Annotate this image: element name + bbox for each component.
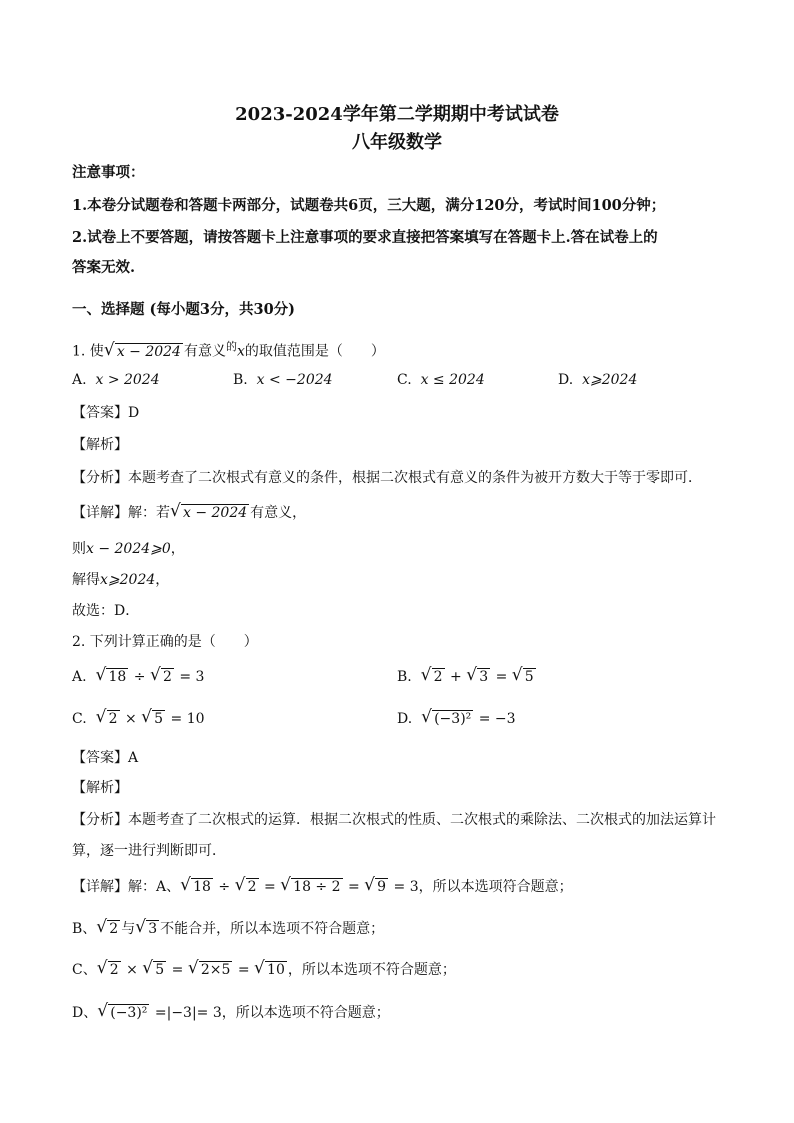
q1-answer-tag: 【答案】: [72, 405, 128, 421]
q2-detail-c-sqrt-1: √ 2: [99, 961, 121, 979]
q2-option-a-label: A.: [72, 669, 87, 685]
q2-detail-b-pre: B、: [72, 921, 97, 937]
q2-option-a-sqrt-2: √ 2: [152, 668, 174, 686]
q1-fenxi-text: 本题考查了二次根式有意义的条件，根据二次根式有意义的条件为被开方数大于等于零即可．: [128, 470, 702, 486]
q2-detail-b-sqrt-2: √ 3: [137, 920, 159, 938]
q2-fenxi-line-2: 算，逐一进行判断即可．: [72, 843, 226, 859]
q1-detail-line-1: [72, 502, 306, 522]
q2-option-c-sqrt-2: √ 5: [143, 710, 165, 728]
q1-sqrt: [106, 343, 183, 361]
q1-radicand: x − 2024: [116, 343, 181, 360]
q1-option-c: [397, 372, 485, 388]
q2-detail-c-sqrt-3: √ 2×5: [190, 961, 233, 979]
q2-detail-d-post: ，所以本选项不符合题意；: [221, 1005, 390, 1021]
q1-answer-value: D: [128, 405, 140, 421]
q1-option-c-expr: x ≤ 2024: [420, 372, 485, 388]
q2-option-c-op: ×: [124, 711, 137, 727]
section-heading: 一、选择题 (每小题3分，共30分): [72, 301, 296, 318]
q1-detail-post: 有意义，: [250, 505, 307, 521]
q2-option-a-sqrt-1: √ 18: [97, 668, 128, 686]
q1-analysis-tag: 【解析】: [72, 437, 128, 453]
q1-detail-line2-pre: 则: [72, 541, 86, 557]
q2-detail-a-sqrt-2: √ 2: [237, 878, 259, 896]
q1-detail-line3-expr: x⩾2024: [100, 572, 156, 588]
q1-detail-line3-post: ，: [155, 572, 170, 588]
q1-prefix: 1. 使: [72, 343, 104, 360]
q2-detail-a-sqrt-3: √ 18 ÷ 2: [282, 878, 342, 896]
q1-option-a-expr: x > 2024: [95, 372, 160, 388]
q1-detail-line3-pre: 解得: [72, 572, 100, 588]
q1-option-d-label: D.: [558, 372, 574, 388]
q2-option-a-result: = 3: [179, 669, 205, 685]
q2-detail-a: [72, 876, 573, 896]
q1-detail-line2-expr: x − 2024⩾0: [86, 541, 171, 557]
q1-fenxi: [72, 467, 702, 487]
q2-detail-a-post: ，所以本选项符合题意；: [418, 879, 573, 895]
q1-detail-tag: 【详解】: [72, 505, 128, 521]
q2-detail-d-sqrt-1: √ (−3)²: [99, 1004, 149, 1022]
q1-middle: 有意义: [183, 343, 226, 360]
notes-heading: 注意事项：: [72, 164, 145, 181]
q2-detail-b-mid: 与: [121, 921, 136, 937]
q2-detail-d-eq: =|−3|= 3: [154, 1005, 222, 1021]
q2-option-b-eq: =: [495, 669, 508, 685]
q2-detail-a-pre: 解：A、: [128, 879, 181, 895]
q2-option-a-op: ÷: [133, 669, 146, 685]
q1-detail-line-2: [72, 538, 185, 558]
q2-option-b-op: +: [450, 669, 462, 685]
q1-answer: [72, 402, 139, 422]
q2-option-b-sqrt-1: √ 2: [423, 668, 445, 686]
q1-option-b-label: B.: [233, 372, 248, 388]
q1-detail-line2-post: ，: [170, 541, 185, 557]
q2-detail-b: [72, 918, 384, 938]
q2-answer-value: A: [128, 750, 139, 766]
q2-detail-d: [72, 1002, 390, 1022]
q1-option-a: [72, 372, 160, 388]
q2-option-c: [72, 710, 205, 728]
q2-option-b-sqrt-3: √ 5: [514, 668, 536, 686]
q1-option-d-expr: x⩾2024: [582, 372, 638, 388]
q2-fenxi-tag: 【分析】: [72, 812, 128, 828]
q1-detail-line-4: 故选：D．: [72, 603, 140, 619]
q2-option-d: [397, 710, 516, 728]
q1-detail-radicand: x − 2024: [183, 505, 248, 521]
q2-detail-a-sqrt-1: √ 18: [182, 878, 213, 896]
q2-option-c-result: = 10: [170, 711, 205, 727]
q2-detail-b-sqrt-1: √ 2: [98, 920, 120, 938]
q2-detail-a-op: ÷: [218, 879, 231, 895]
q1-de: 的: [225, 340, 237, 353]
q2-detail-c-post: ，所以本选项不符合题意；: [287, 962, 456, 978]
q2-detail-c-op: ×: [126, 962, 138, 978]
q2-option-d-result: = −3: [478, 711, 516, 727]
q2-detail-c-sqrt-4: √ 10: [256, 961, 287, 979]
question-2-stem: 2. 下列计算正确的是（ ）: [72, 634, 258, 650]
q2-detail-c-eq-1: =: [171, 962, 184, 978]
q2-answer: [72, 747, 138, 767]
question-1-stem: [72, 338, 385, 361]
q1-detail-sqrt: [172, 504, 249, 522]
page-subtitle: 八年级数学: [352, 132, 442, 153]
notes-line-1: 1.本卷分试题卷和答题卡两部分，试题卷共6页，三大题，满分120分，考试时间100分钟；: [72, 197, 666, 214]
page-title: 2023-2024学年第二学期期中考试试卷: [235, 104, 559, 125]
q1-option-c-label: C.: [397, 372, 412, 388]
q2-fenxi-line-1: [72, 809, 716, 829]
q2-detail-a-result: = 3: [393, 879, 419, 895]
q2-answer-tag: 【答案】: [72, 750, 128, 766]
q2-fenxi-text-1: 本题考查了二次根式的运算．根据二次根式的性质、二次根式的乘除法、二次根式的加法运算计: [128, 812, 716, 828]
q1-fenxi-tag: 【分析】: [72, 470, 128, 486]
q2-option-b-sqrt-2: √ 3: [468, 668, 490, 686]
notes-line-2b: 答案无效.: [72, 259, 136, 276]
q2-option-d-label: D.: [397, 711, 413, 727]
q2-detail-a-sqrt-4: √ 9: [366, 878, 388, 896]
q1-var: x: [236, 343, 245, 360]
q1-option-b: [233, 372, 333, 388]
q2-option-d-sqrt-1: √ (−3)²: [423, 710, 473, 728]
q2-option-c-label: C.: [72, 711, 87, 727]
q1-option-a-label: A.: [72, 372, 87, 388]
q2-detail-a-eq-2: =: [347, 879, 360, 895]
q2-option-b: [397, 668, 537, 686]
q2-detail-c-sqrt-2: √ 5: [144, 961, 166, 979]
q2-option-a: [72, 668, 204, 686]
q1-detail-pre: 解：若: [128, 505, 170, 521]
q2-option-c-sqrt-1: √ 2: [98, 710, 120, 728]
q2-detail-c-pre: C、: [72, 962, 97, 978]
q2-detail-tag: 【详解】: [72, 879, 128, 895]
q2-analysis-tag: 【解析】: [72, 780, 128, 796]
notes-line-2a: 2.试卷上不要答题，请按答题卡上注意事项的要求直接把答案填写在答题卡上.答在试卷上的: [72, 229, 658, 246]
q2-detail-c-eq-2: =: [237, 962, 250, 978]
q2-detail-d-pre: D、: [72, 1005, 98, 1021]
q1-suffix: 的取值范围是（ ）: [244, 343, 385, 360]
q2-detail-b-post: 不能合并，所以本选项不符合题意；: [160, 921, 385, 937]
q2-option-b-label: B.: [397, 669, 412, 685]
q1-option-d: [558, 372, 637, 388]
q1-detail-line-3: [72, 569, 169, 589]
q2-detail-c: [72, 959, 456, 979]
q1-option-b-expr: x < −2024: [256, 372, 333, 388]
q2-detail-a-eq-1: =: [263, 879, 276, 895]
